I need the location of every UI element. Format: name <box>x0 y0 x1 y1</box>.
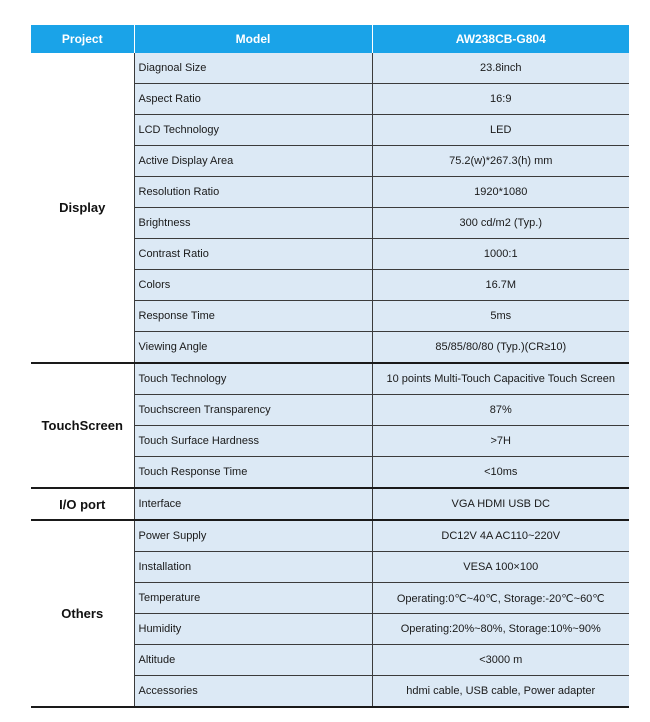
table-row <box>31 53 629 84</box>
spec-label: Touch Response Time <box>134 457 372 489</box>
spec-value: 1920*1080 <box>372 177 629 208</box>
spec-label: Viewing Angle <box>134 332 372 364</box>
header-model: Model <box>134 25 372 53</box>
header-row <box>31 25 629 53</box>
group-label: Display <box>31 53 134 363</box>
spec-value: 75.2(w)*267.3(h) mm <box>372 146 629 177</box>
spec-value: Operating:20%~80%, Storage:10%~90% <box>372 614 629 645</box>
spec-value: 23.8inch <box>372 53 629 84</box>
spec-value: DC12V 4A AC110~220V <box>372 520 629 552</box>
spec-label: Touch Surface Hardness <box>134 426 372 457</box>
table-row <box>31 520 629 552</box>
spec-value: 5ms <box>372 301 629 332</box>
spec-label: Aspect Ratio <box>134 84 372 115</box>
spec-label: Accessories <box>134 676 372 708</box>
spec-label: Touchscreen Transparency <box>134 395 372 426</box>
table-row <box>31 488 629 520</box>
header-model-number: AW238CB-G804 <box>372 25 629 53</box>
spec-label: Humidity <box>134 614 372 645</box>
spec-value: <3000 m <box>372 645 629 676</box>
spec-value: >7H <box>372 426 629 457</box>
spec-label: Brightness <box>134 208 372 239</box>
spec-value: 300 cd/m2 (Typ.) <box>372 208 629 239</box>
spec-label: Temperature <box>134 583 372 614</box>
spec-value: 87% <box>372 395 629 426</box>
group-label: Others <box>31 520 134 707</box>
spec-value: VGA HDMI USB DC <box>372 488 629 520</box>
group-label: I/O port <box>31 488 134 520</box>
spec-value: 10 points Multi-Touch Capacitive Touch Screen <box>372 363 629 395</box>
spec-body <box>31 53 629 707</box>
spec-label: Active Display Area <box>134 146 372 177</box>
spec-value: 1000:1 <box>372 239 629 270</box>
spec-value: 16.7M <box>372 270 629 301</box>
header-project: Project <box>31 25 134 53</box>
spec-label: Interface <box>134 488 372 520</box>
spec-value: hdmi cable, USB cable, Power adapter <box>372 676 629 708</box>
spec-label: Diagnoal Size <box>134 53 372 84</box>
spec-label: Installation <box>134 552 372 583</box>
spec-label: LCD Technology <box>134 115 372 146</box>
spec-label: Contrast Ratio <box>134 239 372 270</box>
spec-value: Operating:0℃~40℃, Storage:-20℃~60℃ <box>372 583 629 614</box>
table-row <box>31 363 629 395</box>
group-label: TouchScreen <box>31 363 134 488</box>
spec-value: LED <box>372 115 629 146</box>
spec-value: <10ms <box>372 457 629 489</box>
spec-value: 16:9 <box>372 84 629 115</box>
spec-label: Response Time <box>134 301 372 332</box>
spec-value: 85/85/80/80 (Typ.)(CR≥10) <box>372 332 629 364</box>
spec-label: Touch Technology <box>134 363 372 395</box>
spec-label: Colors <box>134 270 372 301</box>
spec-value: VESA 100×100 <box>372 552 629 583</box>
spec-label: Resolution Ratio <box>134 177 372 208</box>
spec-table <box>31 25 629 708</box>
spec-label: Power Supply <box>134 520 372 552</box>
spec-label: Altitude <box>134 645 372 676</box>
